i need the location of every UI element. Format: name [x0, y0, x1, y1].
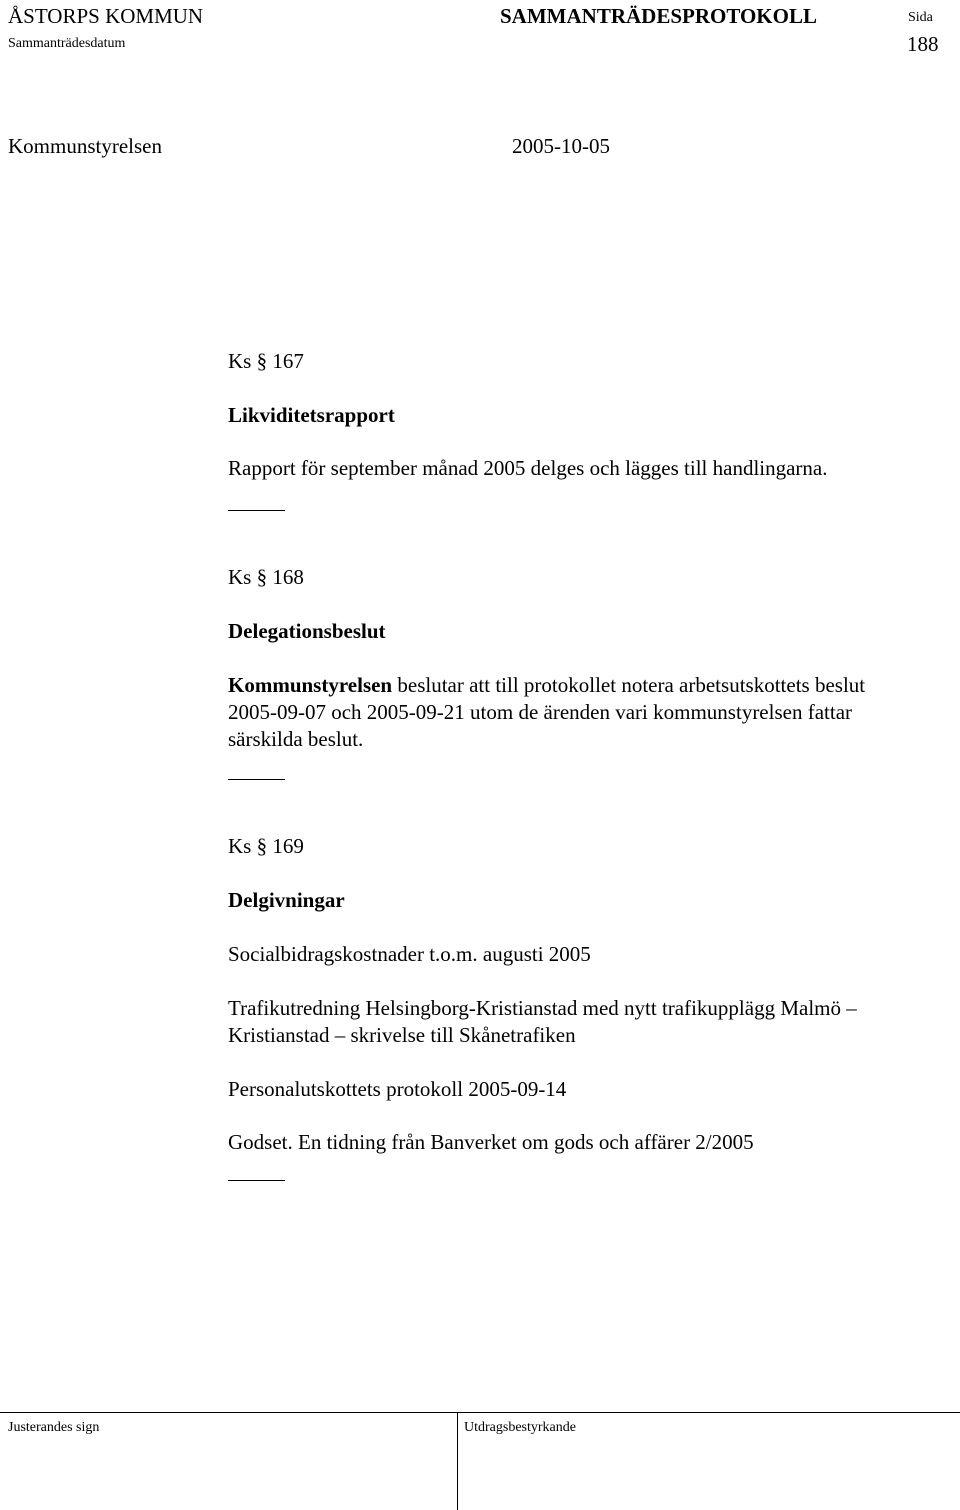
section-separator — [228, 1180, 285, 1181]
footer-justerandes-sign: Justerandes sign — [8, 1420, 100, 1435]
list-item: Godset. En tidning från Banverket om gods och affärer 2/2005 — [228, 1130, 754, 1154]
list-item: Trafikutredning Helsingborg-Kristianstad med nytt trafikupplägg Malmö – — [228, 996, 857, 1020]
list-item: Personalutskottets protokoll 2005-09-14 — [228, 1077, 567, 1101]
section-ref: Ks § 167 — [228, 349, 304, 373]
meeting-date-label: Sammanträdesdatum — [8, 36, 126, 51]
section-text-line: 2005-09-07 och 2005-09-21 utom de ärenden vari kommunstyrelsen fattar — [228, 700, 853, 724]
footer-utdragsbestyrkande: Utdragsbestyrkande — [464, 1420, 576, 1435]
section-ref: Ks § 168 — [228, 565, 304, 589]
list-item: Socialbidragskostnader t.o.m. augusti 2005 — [228, 942, 591, 966]
meeting-date: 2005-10-05 — [512, 134, 610, 158]
section-separator — [228, 779, 285, 780]
section-separator — [228, 510, 285, 511]
list-item: Kristianstad – skrivelse till Skånetrafiken — [228, 1023, 576, 1047]
document-title: SAMMANTRÄDESPROTOKOLL — [500, 4, 817, 28]
section-text-line: särskilda beslut. — [228, 727, 364, 751]
section-text-line — [228, 672, 865, 698]
footer-column-divider — [457, 1412, 458, 1510]
text-lead-bold: Kommunstyrelsen — [228, 673, 393, 697]
governing-body: Kommunstyrelsen — [8, 134, 162, 158]
section-heading: Delgivningar — [228, 888, 345, 912]
page-number: 188 — [907, 32, 939, 56]
section-heading: Delegationsbeslut — [228, 619, 386, 643]
text-line-rest: beslutar att till protokollet notera arbetsutskottets beslut — [392, 673, 866, 697]
municipality-name: ÅSTORPS KOMMUN — [8, 4, 204, 28]
section-heading: Likviditetsrapport — [228, 403, 395, 427]
section-text: Rapport för september månad 2005 delges och lägges till handlingarna. — [228, 456, 828, 480]
section-ref: Ks § 169 — [228, 834, 304, 858]
footer-divider — [0, 1412, 960, 1413]
page-label: Sida — [908, 10, 933, 25]
